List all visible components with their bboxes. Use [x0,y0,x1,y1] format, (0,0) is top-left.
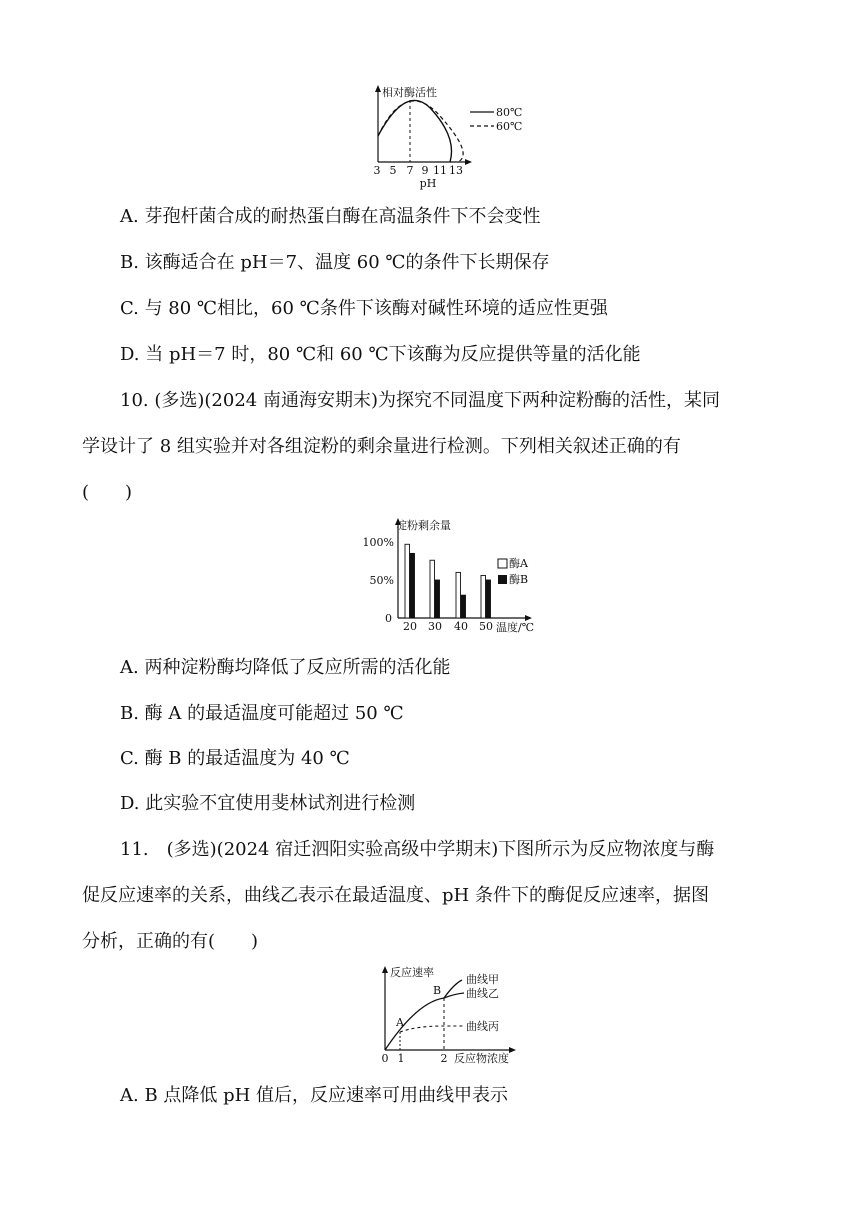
q10-stem-line3: ( ) [82,482,133,503]
curve-80c [378,100,452,162]
x-tick-30: 30 [428,620,442,633]
q9-option-b: B. 该酶适合在 pH＝7、温度 60 ℃的条件下长期保存 [120,252,550,273]
bar-enzyme-a-50 [481,575,486,618]
q10-stem-line1: 10. (多选)(2024 南通海安期末)为探究不同温度下两种淀粉酶的活性，某同 [120,390,720,411]
x-tick-50: 50 [479,620,493,633]
bar-enzyme-b-20 [410,553,415,618]
figure3-xlabel: 反应物浓度 [454,1052,509,1065]
legend-swatch-a [498,559,507,568]
bar-enzyme-a-30 [430,560,435,618]
y-tick-100: 100% [362,536,394,549]
curve-60c [378,101,463,162]
legend-enzyme-b: 酶B [509,573,529,586]
fig3-tick-2: 2 [440,1052,448,1065]
point-a: A [396,1016,404,1029]
tick-11: 11 [433,164,447,177]
figure1-ylabel: 相对酶活性 [382,86,437,99]
label-curve-jia: 曲线甲 [466,973,499,986]
legend-enzyme-a: 酶A [509,557,528,570]
q9-option-d: D. 当 pH＝7 时，80 ℃和 60 ℃下该酶为反应提供等量的活化能 [120,344,641,365]
bar-enzyme-a-40 [456,572,461,618]
figure1-xlabel: pH [419,177,437,190]
tick-7: 7 [406,164,414,177]
q10-option-b: B. 酶 A 的最适温度可能超过 50 ℃ [120,703,404,724]
enzyme-activity-figure [360,82,540,192]
q10-option-d: D. 此实验不宜使用斐林试剂进行检测 [120,793,416,814]
bar-enzyme-b-50 [486,580,491,618]
label-curve-bing: 曲线丙 [466,1020,499,1033]
figure3-ylabel: 反应速率 [390,966,434,979]
bar-enzyme-b-30 [435,580,440,618]
tick-13: 13 [449,164,463,177]
legend-80c: 80℃ [496,106,523,119]
q9-option-a: A. 芽孢杆菌合成的耐热蛋白酶在高温条件下不会变性 [120,206,541,227]
y-tick-50: 50% [369,574,394,587]
x-tick-20: 20 [403,620,417,633]
point-b: B [433,984,442,997]
q10-option-c: C. 酶 B 的最适温度为 40 ℃ [120,748,350,769]
fig3-tick-1: 1 [397,1052,405,1065]
chart-ylabel: 淀粉剩余量 [396,519,451,532]
reaction-rate-figure [372,962,552,1068]
curve-bing [400,1026,464,1032]
chart-xlabel: 温度/℃ [496,621,535,634]
bar-enzyme-b-40 [461,595,466,618]
tick-9: 9 [421,164,429,177]
legend-60c: 60℃ [496,120,523,133]
legend-swatch-b [498,575,507,584]
q11-option-a: A. B 点降低 pH 值后，反应速率可用曲线甲表示 [120,1085,509,1106]
q10-stem-line2: 学设计了 8 组实验并对各组淀粉的剩余量进行检测。下列相关叙述正确的有 [82,436,681,457]
y-tick-0: 0 [385,612,392,625]
bar-enzyme-a-20 [405,544,410,618]
label-curve-yi: 曲线乙 [466,987,499,1000]
q11-stem-line2: 促反应速率的关系，曲线乙表示在最适温度、pH 条件下的酶促反应速率，据图 [82,885,709,906]
fig3-tick-0: 0 [381,1052,389,1065]
starch-remaining-chart [350,514,550,636]
q10-option-a: A. 两种淀粉酶均降低了反应所需的活化能 [120,657,451,678]
q9-option-c: C. 与 80 ℃相比，60 ℃条件下该酶对碱性环境的适应性更强 [120,298,608,319]
tick-3: 3 [373,164,381,177]
q11-stem-line3: 分析，正确的有( ) [82,931,259,952]
x-tick-40: 40 [454,620,468,633]
tick-5: 5 [389,164,397,177]
q11-stem-line1: 11. (多选)(2024 宿迁泗阳实验高级中学期末)下图所示为反应物浓度与酶 [120,839,715,860]
